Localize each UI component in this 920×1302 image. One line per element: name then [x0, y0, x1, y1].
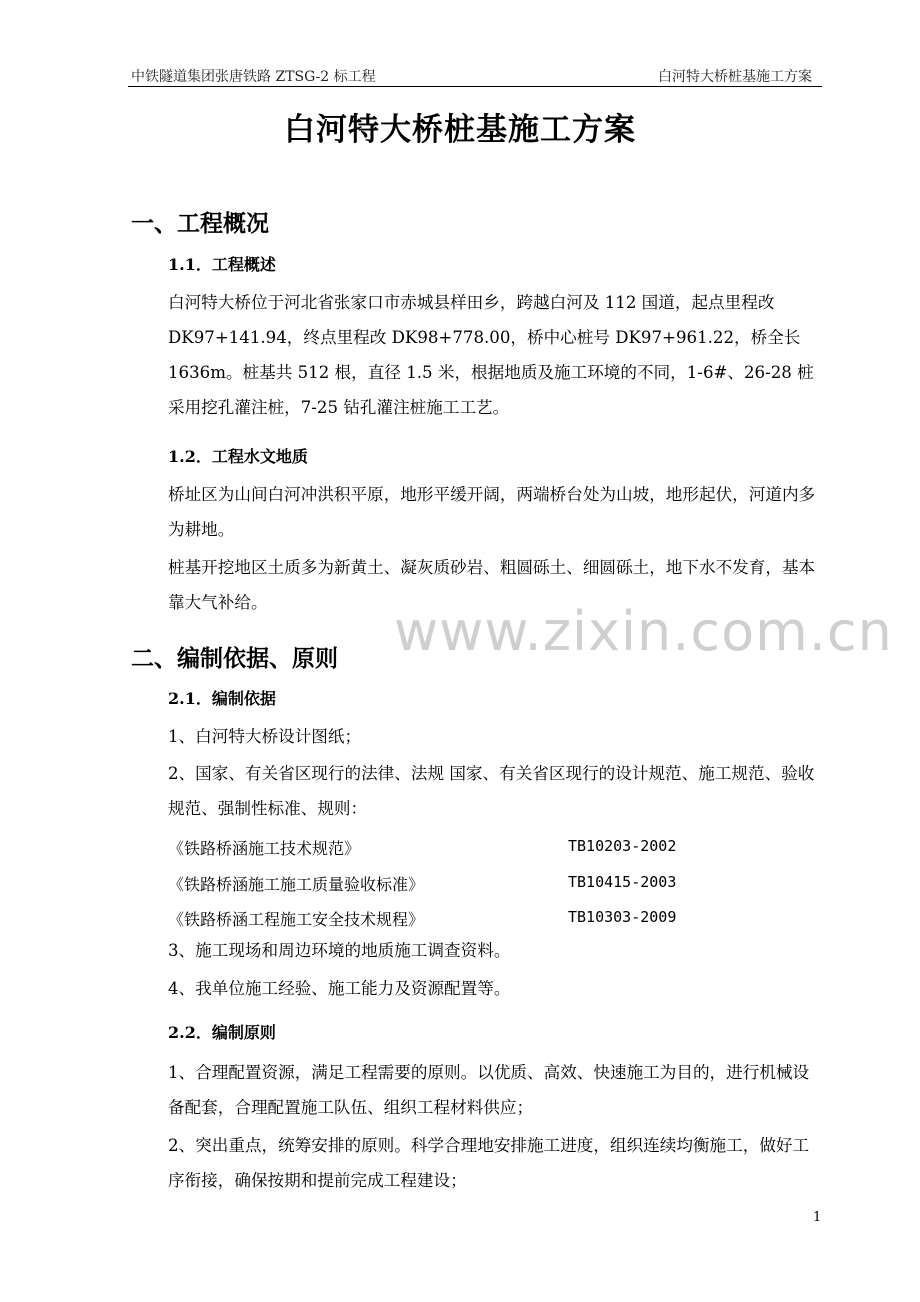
- section-2-1-heading: 2.1．编制依据: [168, 689, 276, 708]
- basis-item-1: 1、白河特大桥设计图纸；: [168, 727, 362, 746]
- page-header-right: 白河特大桥桩基施工方案: [658, 69, 812, 85]
- section-1-2-paragraph-2: 桩基开挖地区土质多为新黄土、凝灰质砂岩、粗圆砾土、细圆砾土，地下水不发育，基本靠大气补给。: [168, 558, 816, 612]
- page-header-left: 中铁隧道集团张唐铁路 ZTSG-2 标工程: [131, 69, 376, 85]
- document-title: 白河特大桥桩基施工方案: [284, 112, 636, 148]
- section-1-2-heading: 1.2．工程水文地质: [168, 447, 308, 466]
- standard-code: TB10415-2003: [568, 873, 677, 891]
- header-rule: [128, 86, 822, 87]
- standard-code: TB10303-2009: [568, 908, 677, 926]
- basis-item-3: 3、施工现场和周边环境的地质施工调查资料。: [168, 941, 511, 960]
- standard-name: 《铁路桥涵施工施工质量验收标准》: [168, 875, 425, 894]
- principle-item-1: 1、合理配置资源，满足工程需要的原则。以优质、高效、快速施工为目的，进行机械设备配套，合理配置施工队伍、组织工程材料供应；: [168, 1063, 810, 1117]
- standard-code: TB10203-2002: [568, 837, 677, 855]
- section-2-heading: 二、编制依据、原则: [131, 645, 338, 672]
- watermark: www.zixin.com.cn: [394, 600, 893, 663]
- section-1-1-heading: 1.1．工程概述: [168, 255, 276, 274]
- section-2-2-heading: 2.2．编制原则: [168, 1023, 276, 1042]
- basis-item-4: 4、我单位施工经验、施工能力及资源配置等。: [168, 979, 511, 998]
- standard-name: 《铁路桥涵工程施工安全技术规程》: [168, 910, 425, 929]
- section-1-2-paragraph-1: 桥址区为山间白河冲洪积平原，地形平缓开阔，两端桥台处为山坡，地形起伏，河道内多为耕地。: [168, 485, 816, 539]
- section-1-1-paragraph: 白河特大桥位于河北省张家口市赤城县样田乡，跨越白河及 112 国道，起点里程改 DK97+141.94，终点里程改 DK98+778.00，桥中心桩号 DK97+961.22，桥全长 1636m。桩基共 512 根，直径 1.5 米，根据地质及施工环境的不同，1-6#、26-28 桩采用挖孔灌注桩，7-25 钻孔灌注桩施工工艺。: [168, 293, 814, 417]
- standard-name: 《铁路桥涵施工技术规范》: [168, 839, 361, 858]
- basis-item-2: 2、国家、有关省区现行的法律、法规 国家、有关省区现行的设计规范、施工规范、验收规范、强制性标准、规则：: [168, 764, 815, 818]
- page-number: 1: [813, 1210, 822, 1225]
- section-1-heading: 一、工程概况: [131, 210, 269, 237]
- principle-item-2: 2、突出重点，统筹安排的原则。科学合理地安排施工进度，组织连续均衡施工，做好工序衔接，确保按期和提前完成工程建设；: [168, 1136, 810, 1190]
